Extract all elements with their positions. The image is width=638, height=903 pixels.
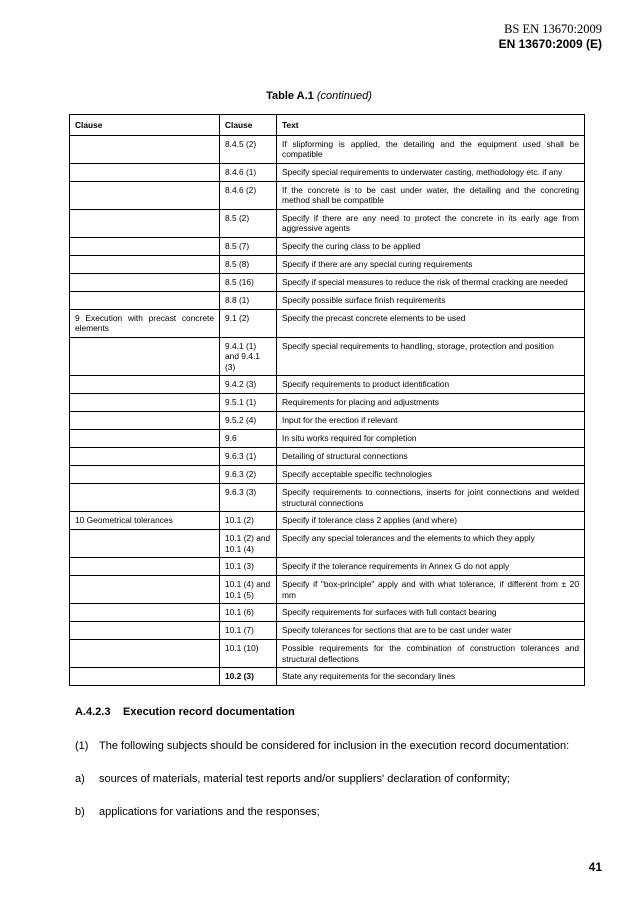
table-row — [70, 209, 585, 237]
table-row — [70, 273, 585, 291]
cell-clause: 10.1 (7) — [220, 622, 277, 640]
table-row — [70, 622, 585, 640]
section-heading — [75, 706, 295, 718]
cell-text: Specify the precast concrete elements to be used — [277, 309, 585, 337]
cell-clause: 9.6 — [220, 430, 277, 448]
requirements-table — [69, 114, 585, 686]
cell-clause-group — [70, 576, 220, 604]
cell-text: Specify special requirements to handling, storage, protection and position — [277, 337, 585, 376]
cell-text: Specify any special tolerances and the elements to which they apply — [277, 530, 585, 558]
cell-clause-group — [70, 466, 220, 484]
table-row — [70, 604, 585, 622]
cell-text: Specify if the tolerance requirements in Annex G do not apply — [277, 558, 585, 576]
cell-clause-group — [70, 337, 220, 376]
cell-text: Specify if "box-principle" apply and with what tolerance, if different from ± 20 mm — [277, 576, 585, 604]
cell-text: Specify requirements to connections, inserts for joint connections and welded structural connections — [277, 484, 585, 512]
table-row — [70, 448, 585, 466]
table-row — [70, 558, 585, 576]
cell-clause: 9.5.1 (1) — [220, 394, 277, 412]
table-row — [70, 237, 585, 255]
cell-clause-group — [70, 209, 220, 237]
table-row — [70, 430, 585, 448]
cell-clause-group — [70, 181, 220, 209]
cell-clause: 8.4.5 (2) — [220, 135, 277, 163]
cell-clause-group — [70, 135, 220, 163]
table-row — [70, 394, 585, 412]
cell-clause-group: 9 Execution with precast concrete elements — [70, 309, 220, 337]
cell-text: Specify requirements for surfaces with full contact bearing — [277, 604, 585, 622]
table-row — [70, 255, 585, 273]
cell-text: Specify if there are any special curing requirements — [277, 255, 585, 273]
cell-text: Specify requirements to product identification — [277, 376, 585, 394]
cell-clause-group — [70, 273, 220, 291]
cell-clause: 9.6.3 (2) — [220, 466, 277, 484]
cell-clause: 9.6.3 (1) — [220, 448, 277, 466]
table-row — [70, 181, 585, 209]
list-item-label: a) — [75, 773, 85, 785]
cell-clause-group — [70, 484, 220, 512]
table-row — [70, 668, 585, 686]
cell-clause-group — [70, 237, 220, 255]
page-number: 41 — [588, 860, 602, 874]
table-row — [70, 135, 585, 163]
table-row — [70, 163, 585, 181]
cell-clause-group: 10 Geometrical tolerances — [70, 512, 220, 530]
cell-clause: 8.5 (7) — [220, 237, 277, 255]
cell-clause: 10.1 (2) — [220, 512, 277, 530]
table-caption-label: Table A.1 — [266, 90, 314, 102]
list-item-b — [75, 806, 320, 818]
table-body — [70, 135, 585, 686]
cell-text: Specify tolerances for sections that are to be cast under water — [277, 622, 585, 640]
cell-clause-group — [70, 530, 220, 558]
cell-clause: 8.4.6 (2) — [220, 181, 277, 209]
cell-clause: 8.5 (2) — [220, 209, 277, 237]
cell-text: Specify if there are any need to protect the concrete in its early age from aggressive agents — [277, 209, 585, 237]
cell-text: Specify if tolerance class 2 applies (and where) — [277, 512, 585, 530]
cell-text: In situ works required for completion — [277, 430, 585, 448]
list-item-text: applications for variations and the responses; — [99, 806, 320, 818]
paragraph-text: The following subjects should be considered for inclusion in the execution record documentation: — [99, 740, 570, 752]
list-item-label: b) — [75, 806, 85, 818]
cell-clause-group — [70, 376, 220, 394]
cell-text: Detailing of structural connections — [277, 448, 585, 466]
cell-clause: 8.5 (8) — [220, 255, 277, 273]
cell-clause: 8.8 (1) — [220, 291, 277, 309]
cell-clause-group — [70, 163, 220, 181]
cell-clause: 9.4.1 (1) and 9.4.1 (3) — [220, 337, 277, 376]
column-header-clause-group: Clause — [70, 115, 220, 136]
table-row — [70, 640, 585, 668]
cell-text: Specify acceptable specific technologies — [277, 466, 585, 484]
cell-clause: 10.1 (3) — [220, 558, 277, 576]
table-caption — [0, 90, 638, 102]
table-row — [70, 576, 585, 604]
cell-clause: 9.6.3 (3) — [220, 484, 277, 512]
table-row — [70, 309, 585, 337]
cell-text: If the concrete is to be cast under water, the detailing and the concreting method shall be compatible — [277, 181, 585, 209]
table-row — [70, 512, 585, 530]
cell-clause-group — [70, 394, 220, 412]
cell-clause-group — [70, 430, 220, 448]
cell-clause-group — [70, 604, 220, 622]
cell-text: Specify the curing class to be applied — [277, 237, 585, 255]
cell-clause-group — [70, 668, 220, 686]
section-title: Execution record documentation — [123, 706, 295, 718]
standard-reference-en: EN 13670:2009 (E) — [498, 37, 602, 51]
cell-text: Specify if special measures to reduce the risk of thermal cracking are needed — [277, 273, 585, 291]
section-number: A.4.2.3 — [75, 706, 111, 718]
cell-text: Requirements for placing and adjustments — [277, 394, 585, 412]
cell-text: If slipforming is applied, the detailing and the equipment used shall be compatible — [277, 135, 585, 163]
cell-clause-group — [70, 558, 220, 576]
table-row — [70, 291, 585, 309]
cell-clause: 10.1 (2) and 10.1 (4) — [220, 530, 277, 558]
table-caption-suffix: (continued) — [316, 90, 372, 102]
cell-clause: 9.1 (2) — [220, 309, 277, 337]
paragraph-label: (1) — [75, 740, 89, 752]
cell-text: Specify possible surface finish requirements — [277, 291, 585, 309]
cell-clause: 9.5.2 (4) — [220, 412, 277, 430]
cell-clause: 10.1 (10) — [220, 640, 277, 668]
cell-clause: 9.4.2 (3) — [220, 376, 277, 394]
table-row — [70, 466, 585, 484]
standard-reference-bs: BS EN 13670:2009 — [504, 22, 602, 36]
cell-clause-group — [70, 255, 220, 273]
cell-clause: 10.1 (6) — [220, 604, 277, 622]
list-item-text: sources of materials, material test reports and/or suppliers' declaration of conformity; — [99, 773, 511, 785]
cell-text: Input for the erection if relevant — [277, 412, 585, 430]
table-row — [70, 337, 585, 376]
cell-text: Specify special requirements to underwater casting, methodology etc. if any — [277, 163, 585, 181]
cell-clause: 8.4.6 (1) — [220, 163, 277, 181]
table-row — [70, 412, 585, 430]
cell-clause-group — [70, 448, 220, 466]
table-header-row — [70, 115, 585, 136]
table-row — [70, 376, 585, 394]
cell-text: Possible requirements for the combination of construction tolerances and structural deflections — [277, 640, 585, 668]
column-header-clause: Clause — [220, 115, 277, 136]
paragraph-1 — [75, 740, 569, 752]
cell-clause: 10.2 (3) — [220, 668, 277, 686]
cell-clause-group — [70, 622, 220, 640]
cell-text: State any requirements for the secondary lines — [277, 668, 585, 686]
cell-clause: 10.1 (4) and 10.1 (5) — [220, 576, 277, 604]
table-row — [70, 530, 585, 558]
table-row — [70, 484, 585, 512]
cell-clause-group — [70, 640, 220, 668]
cell-clause-group — [70, 412, 220, 430]
cell-clause: 8.5 (16) — [220, 273, 277, 291]
cell-clause-group — [70, 291, 220, 309]
column-header-text: Text — [277, 115, 585, 136]
list-item-a — [75, 773, 510, 785]
